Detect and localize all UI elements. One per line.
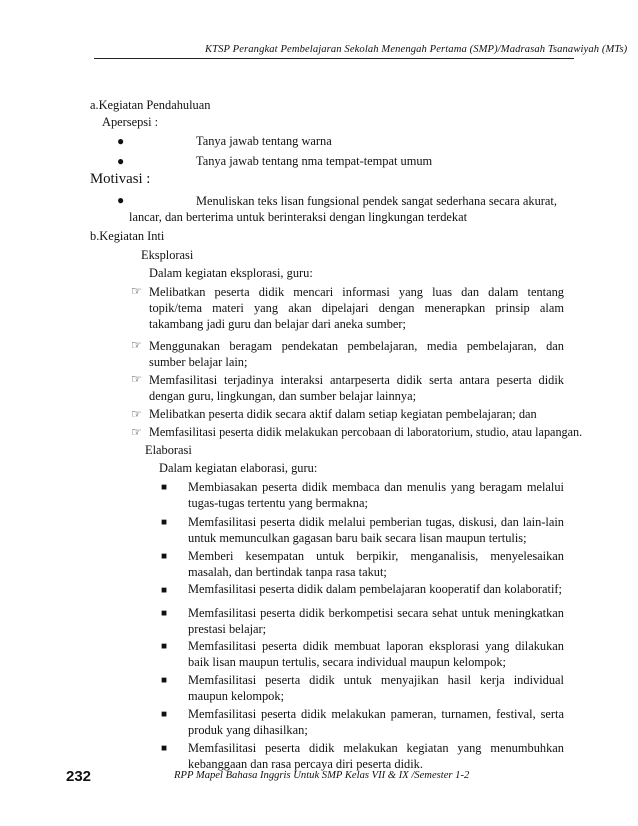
motivasi-label: Motivasi : xyxy=(90,171,151,187)
bullet-dot-icon: ● xyxy=(117,154,125,168)
square-bullet-icon: ■ xyxy=(161,709,168,720)
square-bullet-icon: ■ xyxy=(161,482,168,493)
elaborasi-item: Memfasilitasi peserta didik melalui pemberian tugas, diskusi, dan lain-lain untuk memunculkan gagasan baru baik secara lisan maupun tertulis; xyxy=(188,515,564,545)
square-bullet-icon: ■ xyxy=(161,608,168,619)
motivasi-line-2: lancar, dan berterima untuk berinteraksi dengan lingkungan terdekat xyxy=(129,210,468,224)
elaborasi-intro: Dalam kegiatan elaborasi, guru: xyxy=(159,461,318,475)
elaborasi-item: Memfasilitasi peserta didik melakukan pameran, turnamen, festival, serta produk yang dihasilkan; xyxy=(188,707,564,737)
elaborasi-item: Memfasilitasi peserta didik untuk menyajikan hasil kerja individual maupun kelompok; xyxy=(188,673,564,703)
square-bullet-icon: ■ xyxy=(161,641,168,652)
pointing-hand-icon: ☞ xyxy=(131,338,142,352)
elaborasi-item: Memfasilitasi peserta didik melakukan kegiatan yang menumbuhkan kebanggaan dan rasa percaya diri peserta didik. xyxy=(188,741,564,771)
pointing-hand-icon: ☞ xyxy=(131,284,142,298)
eksplorasi-intro: Dalam kegiatan eksplorasi, guru: xyxy=(149,266,313,280)
square-bullet-icon: ■ xyxy=(161,551,168,562)
square-bullet-icon: ■ xyxy=(161,517,168,528)
pointing-hand-icon: ☞ xyxy=(131,425,142,439)
elaborasi-label: Elaborasi xyxy=(145,443,192,457)
square-bullet-icon: ■ xyxy=(161,743,168,754)
eksplorasi-item: Memfasilitasi peserta didik melakukan percobaan di laboratorium, studio, atau lapangan. xyxy=(149,425,583,439)
square-bullet-icon: ■ xyxy=(161,585,168,596)
eksplorasi-label: Eksplorasi xyxy=(141,248,194,262)
eksplorasi-item: Memfasilitasi terjadinya interaksi antarpeserta didik serta antara peserta didik dengan guru, lingkungan, dan sumber belajar lainnya; xyxy=(149,373,564,403)
pointing-hand-icon: ☞ xyxy=(131,407,142,421)
elaborasi-item: Memberi kesempatan untuk berpikir, menganalisis, menyelesaikan masalah, dan bertindak tanpa rasa takut; xyxy=(188,549,564,579)
section-heading-pendahuluan: a.Kegiatan Pendahuluan xyxy=(90,98,211,112)
eksplorasi-item: Menggunakan beragam pendekatan pembelajaran, media pembelajaran, dan sumber belajar lain; xyxy=(149,339,564,369)
page-number: 232 xyxy=(66,768,92,785)
bullet-dot-icon: ● xyxy=(117,193,125,207)
header-rule xyxy=(94,58,574,59)
apersepsi-label: Apersepsi : xyxy=(102,115,159,129)
elaborasi-item: Memfasilitasi peserta didik membuat laporan eksplorasi yang dilakukan baik lisan maupun tertulis, secara individual maupun kelompok; xyxy=(188,639,564,669)
apersepsi-item: Tanya jawab tentang warna xyxy=(196,134,332,148)
running-header: KTSP Perangkat Pembelajaran Sekolah Menengah Pertama (SMP)/Madrasah Tsanawiyah (MTs) xyxy=(205,44,628,55)
motivasi-line-1: Menuliskan teks lisan fungsional pendek sangat sederhana secara akurat, xyxy=(196,194,557,208)
elaborasi-item: Memfasilitasi peserta didik dalam pembelajaran kooperatif dan kolaboratif; xyxy=(188,582,562,596)
pointing-hand-icon: ☞ xyxy=(131,372,142,386)
eksplorasi-item: Melibatkan peserta didik secara aktif dalam setiap kegiatan pembelajaran; dan xyxy=(149,407,537,421)
running-footer: RPP Mapel Bahasa Inggris Untuk SMP Kelas VII & IX /Semester 1-2 xyxy=(174,770,470,781)
bullet-dot-icon: ● xyxy=(117,134,125,148)
section-heading-inti: b.Kegiatan Inti xyxy=(90,229,165,243)
square-bullet-icon: ■ xyxy=(161,675,168,686)
elaborasi-item: Membiasakan peserta didik membaca dan menulis yang beragam melalui tugas-tugas tertentu yang bermakna; xyxy=(188,480,564,510)
eksplorasi-item: Melibatkan peserta didik mencari informasi yang luas dan dalam tentang topik/tema materi yang akan dipelajari dengan menerapkan prinsip alam takambang jadi guru dan belajar dari aneka sumber; xyxy=(149,285,564,331)
apersepsi-item: Tanya jawab tentang nma tempat-tempat umum xyxy=(196,154,433,168)
elaborasi-item: Memfasilitasi peserta didik berkompetisi secara sehat untuk meningkatkan prestasi belajar; xyxy=(188,606,564,636)
